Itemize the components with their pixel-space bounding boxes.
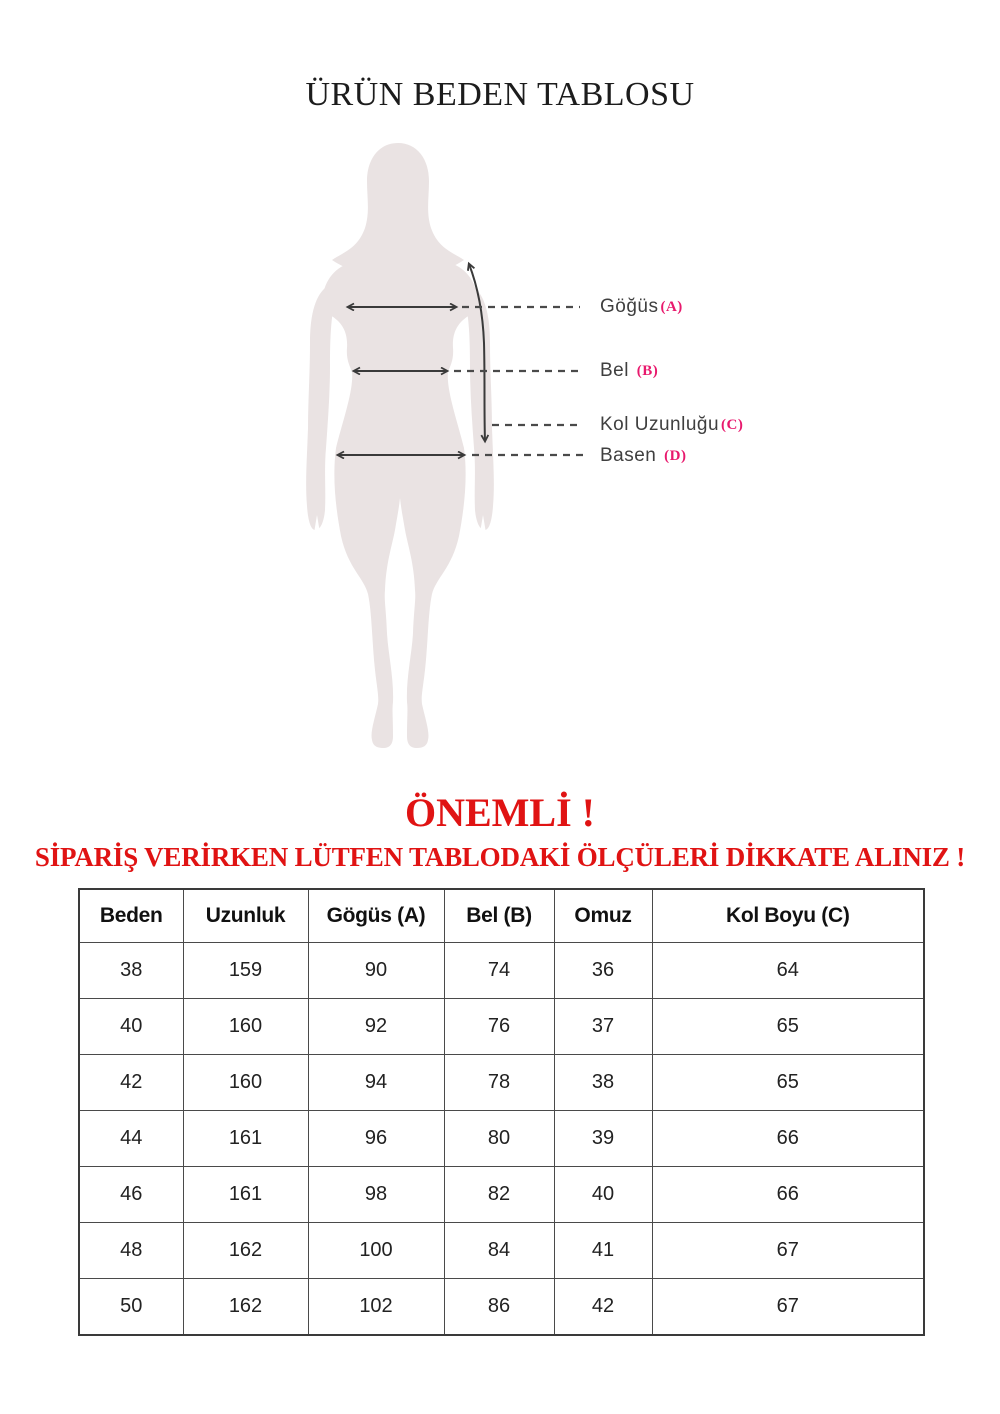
cell: 66 xyxy=(652,1167,924,1223)
cell: 66 xyxy=(652,1111,924,1167)
cell: 38 xyxy=(79,943,183,999)
cell: 160 xyxy=(183,1055,308,1111)
silhouette-head-hair xyxy=(332,143,464,277)
header-omuz: Omuz xyxy=(554,889,652,943)
silhouette-left-arm xyxy=(306,288,337,530)
table-row xyxy=(79,1279,924,1336)
cell: 36 xyxy=(554,943,652,999)
label-hip-text: Basen xyxy=(600,445,657,466)
label-chest-text: Göğüs xyxy=(600,296,659,317)
label-waist-text: Bel xyxy=(600,360,629,381)
cell: 162 xyxy=(183,1279,308,1336)
cell: 94 xyxy=(308,1055,444,1111)
cell: 37 xyxy=(554,999,652,1055)
cell: 65 xyxy=(652,999,924,1055)
label-waist xyxy=(600,360,658,382)
silhouette-torso-legs xyxy=(323,259,477,748)
cell: 64 xyxy=(652,943,924,999)
cell: 44 xyxy=(79,1111,183,1167)
female-silhouette xyxy=(306,143,494,748)
header-bel: Bel (B) xyxy=(444,889,554,943)
page-title: ÜRÜN BEDEN TABLOSU xyxy=(305,76,695,113)
cell: 76 xyxy=(444,999,554,1055)
cell: 86 xyxy=(444,1279,554,1336)
cell: 98 xyxy=(308,1167,444,1223)
cell: 92 xyxy=(308,999,444,1055)
label-arm-length-text: Kol Uzunluğu xyxy=(600,414,720,435)
cell: 162 xyxy=(183,1223,308,1279)
measurement-diagram xyxy=(280,138,600,758)
label-chest-letter: (A) xyxy=(660,299,683,315)
label-arm-length-letter: (C) xyxy=(721,417,744,433)
cell: 161 xyxy=(183,1111,308,1167)
cell: 40 xyxy=(554,1167,652,1223)
table-row xyxy=(79,1111,924,1167)
important-heading: ÖNEMLİ ! xyxy=(405,790,595,835)
cell: 67 xyxy=(652,1223,924,1279)
cell: 82 xyxy=(444,1167,554,1223)
size-table xyxy=(78,888,925,1336)
label-hip xyxy=(600,445,686,467)
cell: 80 xyxy=(444,1111,554,1167)
cell: 46 xyxy=(79,1167,183,1223)
label-arm-length xyxy=(600,414,743,436)
table-row xyxy=(79,943,924,999)
cell: 67 xyxy=(652,1279,924,1336)
label-chest xyxy=(600,296,683,318)
table-row xyxy=(79,1223,924,1279)
cell: 100 xyxy=(308,1223,444,1279)
header-beden: Beden xyxy=(79,889,183,943)
silhouette-right-arm xyxy=(463,288,494,530)
cell: 74 xyxy=(444,943,554,999)
order-warning-text: SİPARİŞ VERİRKEN LÜTFEN TABLODAKİ ÖLÇÜLERİ DİKKATE ALINIZ ! xyxy=(34,842,966,872)
cell: 160 xyxy=(183,999,308,1055)
table-row xyxy=(79,999,924,1055)
label-waist-letter: (B) xyxy=(636,363,659,379)
cell: 96 xyxy=(308,1111,444,1167)
cell: 41 xyxy=(554,1223,652,1279)
cell: 90 xyxy=(308,943,444,999)
header-uzunluk: Uzunluk xyxy=(183,889,308,943)
cell: 65 xyxy=(652,1055,924,1111)
cell: 39 xyxy=(554,1111,652,1167)
cell: 42 xyxy=(554,1279,652,1336)
cell: 38 xyxy=(554,1055,652,1111)
cell: 50 xyxy=(79,1279,183,1336)
header-kol-boyu: Kol Boyu (C) xyxy=(652,889,924,943)
size-table-header-row xyxy=(79,889,924,943)
cell: 159 xyxy=(183,943,308,999)
cell: 102 xyxy=(308,1279,444,1336)
cell: 78 xyxy=(444,1055,554,1111)
label-hip-letter: (D) xyxy=(664,448,687,464)
cell: 40 xyxy=(79,999,183,1055)
cell: 48 xyxy=(79,1223,183,1279)
table-row xyxy=(79,1055,924,1111)
header-gogus: Gögüs (A) xyxy=(308,889,444,943)
cell: 42 xyxy=(79,1055,183,1111)
table-row xyxy=(79,1167,924,1223)
cell: 161 xyxy=(183,1167,308,1223)
cell: 84 xyxy=(444,1223,554,1279)
